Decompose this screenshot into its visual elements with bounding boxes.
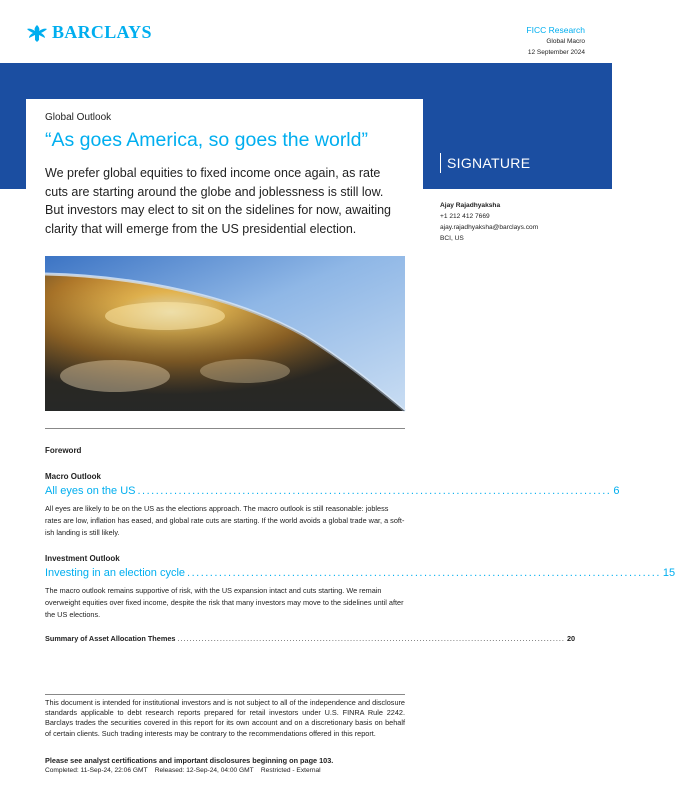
toc-page-number[interactable]: 20 — [566, 634, 576, 643]
toc-entry-investment[interactable] — [45, 567, 675, 579]
author-name: Ajay Rajadhyaksha — [440, 202, 501, 209]
eagle-icon — [26, 23, 48, 43]
logo-text: BARCLAYS — [52, 22, 152, 42]
toc-section-label: Investment Outlook — [45, 554, 120, 563]
page-title: “As goes America, so goes the world” — [45, 129, 368, 151]
toc-leader: ........................................................................................................ — [137, 485, 612, 497]
report-date: 12 September 2024 — [527, 49, 585, 56]
toc-entry-description: All eyes are likely to be on the US as the elections approach. The macro outlook is still reasonable: jobless rates are low, inflation has eased, and global rate cuts are starting. If the world avoids a global trade war, a soft-ish landing is still likely. — [45, 504, 405, 537]
toc-entry-macro[interactable] — [45, 485, 620, 497]
signature-label: SIGNATURE — [440, 153, 530, 173]
toc-page-number[interactable]: 15 — [662, 567, 675, 579]
toc-page-number[interactable]: 6 — [613, 485, 620, 497]
lead-paragraph: We prefer global equities to fixed income once again, as rate cuts are starting around the globe and joblessness is still low. But investors may elect to sit on the sidelines for now, awaiting clarity that will emerge from the US presidential election. — [45, 166, 392, 236]
toc-entry-title[interactable]: Investing in an election cycle — [45, 567, 186, 579]
toc-leader: ........................................................................................................ — [187, 567, 661, 579]
author-block — [440, 200, 538, 244]
foreword-heading: Foreword — [45, 446, 82, 455]
toc-entry-summary[interactable] — [45, 634, 576, 643]
toc-entry-title[interactable]: All eyes on the US — [45, 485, 136, 497]
toc-entry-title[interactable]: Summary of Asset Allocation Themes — [45, 634, 176, 643]
certifications-note: Please see analyst certifications and important disclosures beginning on page 103. — [45, 756, 334, 765]
toc-entry-description: The macro outlook remains supportive of risk, with the US expansion intact and cuts starting. We remain overweight equities over fixed income, despite the risk that many investors may move to the sidelines until after the US elections. — [45, 586, 404, 619]
series-label: Global Macro — [546, 38, 585, 45]
divider — [45, 428, 405, 429]
earth-horizon-image — [45, 256, 405, 411]
toc-leader: ................................................................................................................................ — [177, 634, 565, 643]
author-entity: BCI, US — [440, 235, 464, 242]
completed-time: Completed: 11-Sep-24, 22:06 GMT — [45, 767, 148, 774]
section-kicker: Global Outlook — [45, 112, 112, 123]
divider — [45, 694, 405, 695]
report-header — [526, 24, 585, 58]
disclaimer-text: This document is intended for institutional investors and is not subject to all of the independence and disclosure standards applicable to debt research reports prepared for retail investors under U.S. FINRA Rule 2242. Barclays trades the securities covered in this report for its own account and on a discretionary basis on behalf of certain clients. Such trading interests may be contrary to the recommendations offered in this report. — [45, 698, 405, 738]
release-info — [45, 767, 321, 774]
toc-section-label: Macro Outlook — [45, 472, 102, 481]
barclays-logo — [26, 22, 152, 43]
author-phone: +1 212 412 7669 — [440, 213, 490, 220]
author-email[interactable]: ajay.rajadhyaksha@barclays.com — [440, 224, 539, 231]
released-time: Released: 12-Sep-24, 04:00 GMT — [154, 767, 254, 774]
division-label: FICC Research — [526, 25, 585, 35]
classification-label: Restricted - External — [260, 767, 321, 774]
